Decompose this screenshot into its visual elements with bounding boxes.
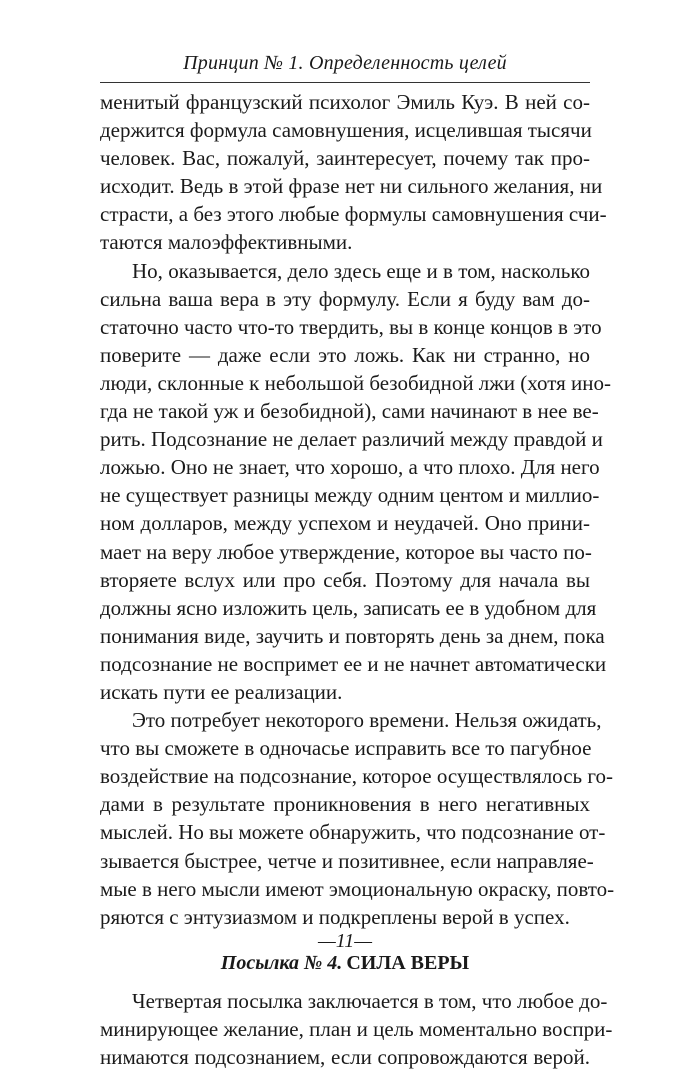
text-line: что вы сможете в одночасье исправить все то пагубное <box>100 736 592 761</box>
text-line: дами в результате проникновения в него негативных <box>100 792 590 817</box>
text-line: гда не такой уж и безобидной), сами начинают в нее ве- <box>100 399 599 424</box>
text-line: Это потребует некоторого времени. Нельзя ожидать, <box>132 708 602 733</box>
text-line: искать пути ее реализации. <box>100 679 343 704</box>
text-line: ложью. Оно не знает, что хорошо, а что плохо. Для него <box>100 455 600 480</box>
text-line: Но, оказывается, дело здесь еще и в том, насколько <box>132 258 590 283</box>
paragraph-3 <box>100 706 615 931</box>
text-line: вторяете вслух или про себя. Поэтому для начала вы <box>100 567 590 592</box>
text-line: мает на веру любое утверждение, которое вы часто по- <box>100 539 592 564</box>
text-line: поверите — даже если это ложь. Как ни странно, но <box>100 342 590 367</box>
text-line: исходит. Ведь в этой фразе нет ни сильного желания, ни <box>100 174 603 199</box>
text-line: менитый французский психолог Эмиль Куэ. В ней со- <box>100 90 590 114</box>
text-line: должны ясно изложить цель, записать ее в удобном для <box>100 595 597 620</box>
section-heading-title: СИЛА ВЕРЫ <box>346 951 470 974</box>
text-line: сильна ваша вера в эту формулу. Если я буду вам до- <box>100 286 590 311</box>
text-line: мые в него мысли имеют эмоциональную окраску, повто- <box>100 876 615 901</box>
page-number: —11— <box>317 930 373 952</box>
text-line: Четвертая посылка заключается в том, что любое до- <box>132 988 608 1013</box>
text-line: страсти, а без этого любые формулы самовнушения счи- <box>100 202 607 227</box>
page-body <box>100 88 615 1071</box>
paragraph-2 <box>100 257 611 707</box>
paragraph-4 <box>100 987 613 1071</box>
text-line: статочно часто что-то твердить, вы в конце концов в это <box>100 314 602 339</box>
text-line: люди, склонные к небольшой безобидной лжи (хотя ино- <box>100 370 611 395</box>
text-line: рить. Подсознание не делает различий между правдой и <box>100 427 603 452</box>
running-head: Принцип № 1. Определенность целей <box>183 52 507 74</box>
section-heading <box>100 949 590 977</box>
header-rule <box>100 82 590 83</box>
text-line: ряются с энтузиазмом и подкреплены верой в успех. <box>100 904 570 929</box>
text-line: нимаются подсознанием, если сопровождаются верой. <box>100 1045 590 1069</box>
text-line: зывается быстрее, четче и позитивнее, если направляе- <box>100 848 594 873</box>
text-line: понимания виде, заучить и повторять день за днем, пока <box>100 623 605 648</box>
text-line: мыслей. Но вы можете обнаружить, что подсознание от- <box>100 820 606 845</box>
section-heading-prefix: Посылка № 4. <box>220 951 343 974</box>
text-line: ном долларов, между успехом и неудачей. Оно прини- <box>100 511 590 536</box>
text-line: воздействие на подсознание, которое осуществлялось го- <box>100 764 613 789</box>
text-line: держится формула самовнушения, исцелившая тысячи <box>100 118 592 143</box>
paragraph-1 <box>100 88 607 257</box>
text-line: минирующее желание, план и цель моментально воспри- <box>100 1016 613 1041</box>
text-line: подсознание не воспримет ее и не начнет автоматически <box>100 651 607 676</box>
text-line: не существует разницы между одним центом и миллио- <box>100 483 600 508</box>
text-line: таются малоэффективными. <box>100 230 353 255</box>
text-line: человек. Вас, пожалуй, заинтересует, почему так про- <box>100 146 590 171</box>
